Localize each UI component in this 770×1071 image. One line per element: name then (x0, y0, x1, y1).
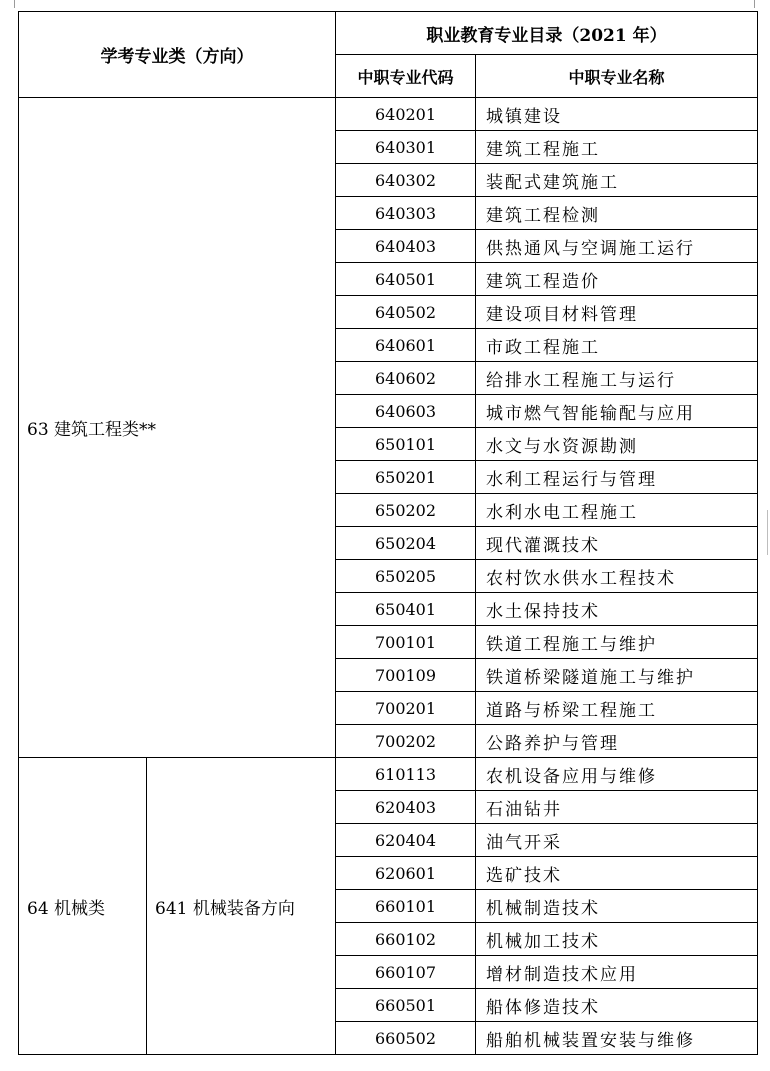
major-code-cell: 620601 (336, 857, 476, 890)
major-name-cell: 农村饮水供水工程技术 (476, 560, 758, 593)
major-name-cell: 石油钻井 (476, 791, 758, 824)
major-code-cell: 640403 (336, 230, 476, 263)
major-code-cell: 700109 (336, 659, 476, 692)
major-name-cell: 机械加工技术 (476, 923, 758, 956)
major-code-cell: 650401 (336, 593, 476, 626)
page-corner-marks (0, 0, 770, 10)
major-code-cell: 700101 (336, 626, 476, 659)
major-code-cell: 700202 (336, 725, 476, 758)
major-code-cell: 660107 (336, 956, 476, 989)
major-name-cell: 给排水工程施工与运行 (476, 362, 758, 395)
major-name-cell: 船舶机械装置安装与维修 (476, 1022, 758, 1055)
major-code-cell: 650201 (336, 461, 476, 494)
major-name-cell: 机械制造技术 (476, 890, 758, 923)
major-name-cell: 水土保持技术 (476, 593, 758, 626)
major-code-cell: 650101 (336, 428, 476, 461)
header-code-column: 中职专业代码 (336, 55, 476, 98)
major-name-cell: 建筑工程施工 (476, 131, 758, 164)
major-name-cell: 增材制造技术应用 (476, 956, 758, 989)
major-name-cell: 道路与桥梁工程施工 (476, 692, 758, 725)
major-name-cell: 建筑工程检测 (476, 197, 758, 230)
major-name-cell: 铁道工程施工与维护 (476, 626, 758, 659)
crop-mark-left (14, 0, 15, 8)
major-name-cell: 现代灌溉技术 (476, 527, 758, 560)
major-code-cell: 650204 (336, 527, 476, 560)
direction-cell: 641 机械装备方向 (147, 758, 336, 1055)
major-name-cell: 油气开采 (476, 824, 758, 857)
major-name-cell: 农机设备应用与维修 (476, 758, 758, 791)
major-code-cell: 640502 (336, 296, 476, 329)
major-name-cell: 选矿技术 (476, 857, 758, 890)
major-name-cell: 水利工程运行与管理 (476, 461, 758, 494)
major-name-cell: 铁道桥梁隧道施工与维护 (476, 659, 758, 692)
header-exam-category: 学考专业类（方向） (19, 12, 336, 98)
major-code-cell: 640301 (336, 131, 476, 164)
header-catalog-title: 职业教育专业目录（2021 年） (336, 12, 758, 55)
major-code-cell: 660502 (336, 1022, 476, 1055)
major-code-cell: 640302 (336, 164, 476, 197)
major-name-cell: 城市燃气智能输配与应用 (476, 395, 758, 428)
category-cell: 64 机械类 (19, 758, 147, 1055)
table-row (19, 98, 758, 131)
category-cell: 63 建筑工程类** (19, 98, 336, 758)
major-code-cell: 700201 (336, 692, 476, 725)
major-name-cell: 水文与水资源勘测 (476, 428, 758, 461)
major-code-cell: 640602 (336, 362, 476, 395)
major-name-cell: 装配式建筑施工 (476, 164, 758, 197)
major-code-cell: 650205 (336, 560, 476, 593)
major-name-cell: 城镇建设 (476, 98, 758, 131)
major-catalog-table (18, 11, 758, 1055)
major-code-cell: 660102 (336, 923, 476, 956)
table-body (19, 98, 758, 1055)
major-code-cell: 620403 (336, 791, 476, 824)
major-code-cell: 650202 (336, 494, 476, 527)
header-name-column: 中职专业名称 (476, 55, 758, 98)
table-row (19, 758, 758, 791)
major-code-cell: 640601 (336, 329, 476, 362)
major-name-cell: 建筑工程造价 (476, 263, 758, 296)
major-code-cell: 610113 (336, 758, 476, 791)
major-code-cell: 660101 (336, 890, 476, 923)
major-code-cell: 640603 (336, 395, 476, 428)
crop-mark-right (754, 0, 755, 8)
major-name-cell: 船体修造技术 (476, 989, 758, 1022)
major-name-cell: 建设项目材料管理 (476, 296, 758, 329)
major-code-cell: 660501 (336, 989, 476, 1022)
major-code-cell: 640501 (336, 263, 476, 296)
scrollbar-edge (767, 510, 768, 555)
major-code-cell: 620404 (336, 824, 476, 857)
major-name-cell: 供热通风与空调施工运行 (476, 230, 758, 263)
major-code-cell: 640201 (336, 98, 476, 131)
major-code-cell: 640303 (336, 197, 476, 230)
major-name-cell: 市政工程施工 (476, 329, 758, 362)
major-name-cell: 水利水电工程施工 (476, 494, 758, 527)
major-name-cell: 公路养护与管理 (476, 725, 758, 758)
